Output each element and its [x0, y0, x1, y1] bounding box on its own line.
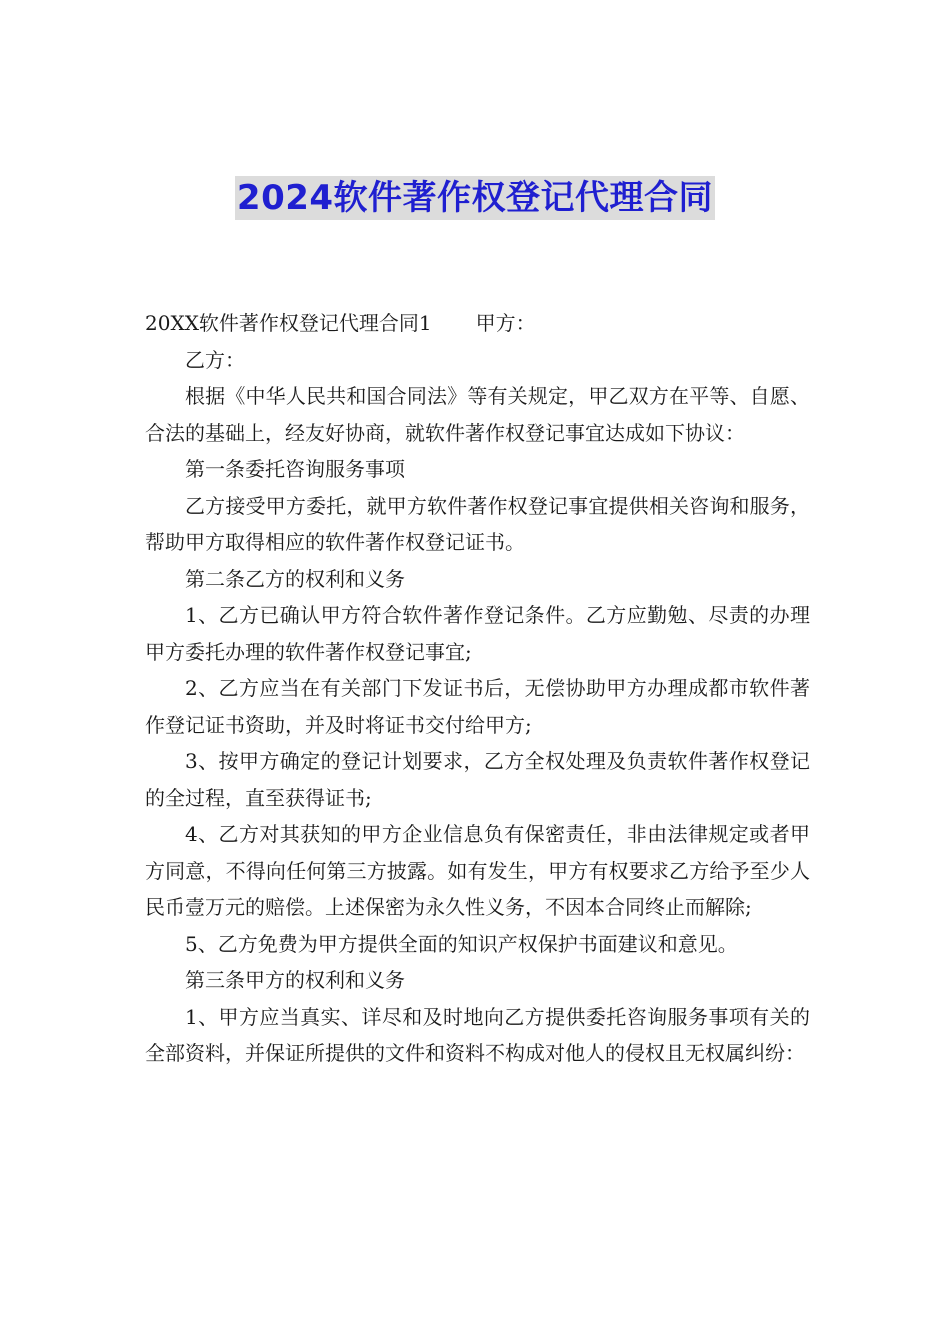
document-body: [145, 305, 810, 1072]
party-b-label: 乙方：: [185, 347, 245, 372]
document-title: 2024软件著作权登记代理合同: [236, 178, 714, 218]
article-1-heading: 第一条委托咨询服务事项: [185, 457, 405, 481]
title-container: [0, 176, 950, 220]
article-2-item-5: 5、乙方免费为甲方提供全面的知识产权保护书面建议和意见。: [185, 931, 738, 956]
heading-line: [145, 305, 810, 342]
article-1-body: 乙方接受甲方委托，就甲方软件著作权登记事宜提供相关咨询和服务，帮助甲方取得相应的软件著作权登记证书。: [145, 493, 810, 554]
article-2-item-3: 3、按甲方确定的登记计划要求，乙方全权处理及负责软件著作权登记的全过程，直至获得证书;: [145, 749, 810, 810]
article-2-item-1: 1、乙方已确认甲方符合软件著作登记条件。乙方应勤勉、尽责的办理甲方委托办理的软件著作权登记事宜;: [145, 603, 810, 664]
article-3-item-1: 1、甲方应当真实、详尽和及时地向乙方提供委托咨询服务事项有关的全部资料，并保证所提供的文件和资料不构成对他人的侵权且无权属纠纷：: [145, 1004, 810, 1065]
party-a-label: 甲方：: [475, 311, 536, 335]
contract-name: 20XX软件著作权登记代理合同1: [145, 311, 432, 335]
article-3-heading: 第三条甲方的权利和义务: [185, 968, 405, 992]
article-2-heading: 第二条乙方的权利和义务: [185, 566, 405, 591]
article-2-item-4: 4、乙方对其获知的甲方企业信息负有保密责任，非由法律规定或者甲方同意，不得向任何第三方披露。如有发生，甲方有权要求乙方给予至少人民币壹万元的赔偿。上述保密为永久性义务，不因本合同终止而解除;: [145, 822, 810, 919]
paragraph-preamble: 根据《中华人民共和国合同法》等有关规定，甲乙双方在平等、自愿、合法的基础上，经友好协商，就软件著作权登记事宜达成如下协议：: [145, 384, 810, 445]
article-2-item-2: 2、乙方应当在有关部门下发证书后，无偿协助甲方办理成都市软件著作登记证书资助，并及时将证书交付给甲方;: [145, 676, 810, 737]
